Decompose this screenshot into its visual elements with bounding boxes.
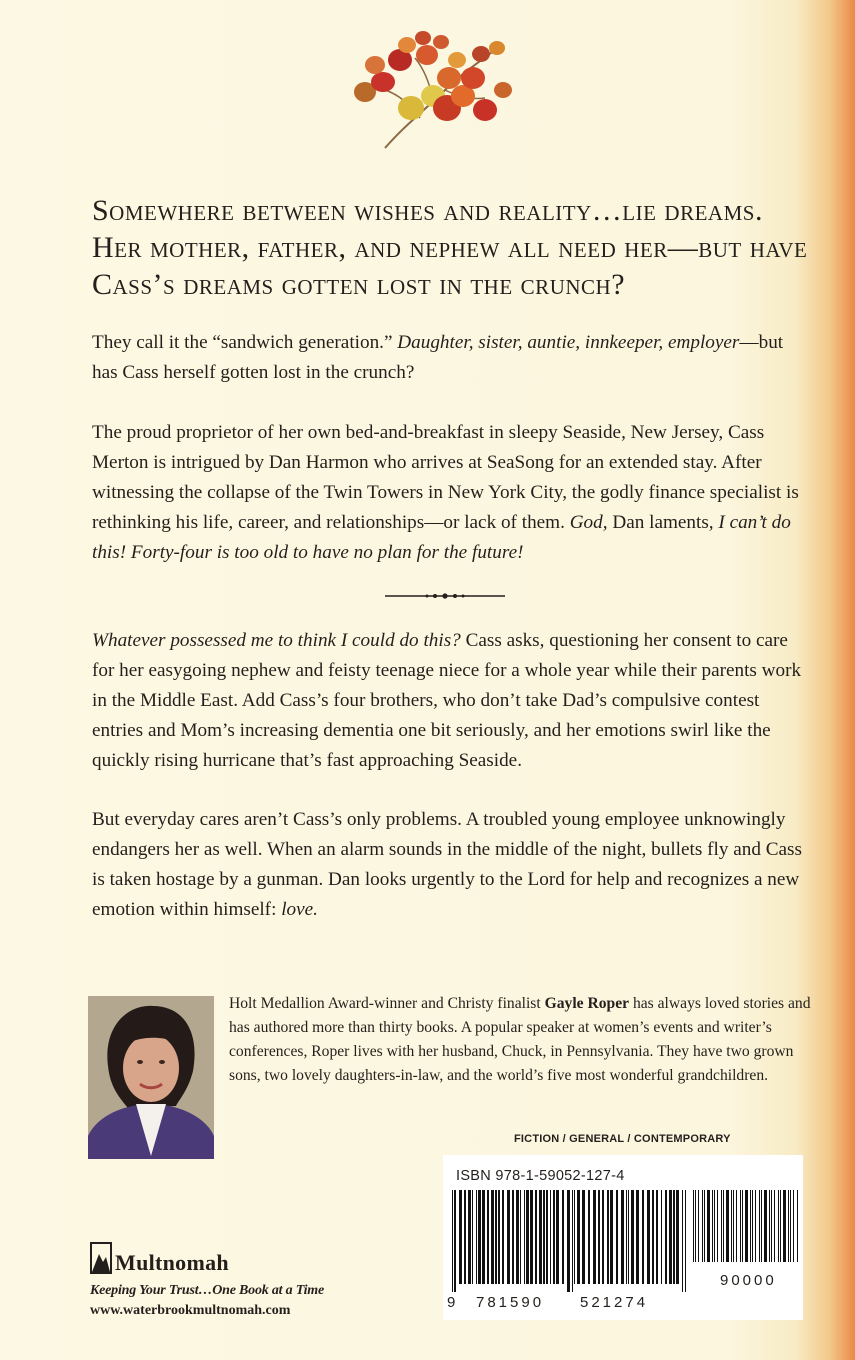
barcode-bar [636, 1190, 639, 1284]
description-paragraph-4 [92, 805, 802, 925]
p1-text-a: They call it the “sandwich generation.” [92, 332, 398, 353]
barcode-bar [790, 1190, 791, 1262]
publisher-name: Multnomah [115, 1250, 229, 1275]
barcode-bar [750, 1190, 751, 1262]
barcode-bar [498, 1190, 500, 1284]
barcode-bar [512, 1190, 514, 1284]
barcode-bar [616, 1190, 618, 1284]
barcode-bar [669, 1190, 672, 1284]
barcode-bar [774, 1190, 775, 1262]
barcode-bar [502, 1190, 504, 1284]
barcode-bar [642, 1190, 644, 1284]
barcode-bar [577, 1190, 580, 1284]
barcode-bar [543, 1190, 545, 1284]
barcode-bar [733, 1190, 734, 1262]
barcode-bar [550, 1190, 551, 1284]
p1-roles: Daughter, sister, auntie, innkeeper, employer [397, 332, 740, 353]
barcode-lead-digit: 9 [447, 1294, 456, 1311]
isbn-barcode [452, 1190, 686, 1292]
ornamental-divider [385, 588, 505, 604]
barcode-bar [593, 1190, 596, 1284]
barcode-bar [476, 1190, 477, 1284]
barcode-bar [676, 1190, 679, 1284]
p1-text-c: —but has Cass herself gotten lost in the crunch? [92, 332, 784, 383]
barcode-bar [778, 1190, 779, 1262]
barcode-bar [740, 1190, 741, 1262]
p4-love: love. [281, 899, 318, 920]
barcode-bar [539, 1190, 542, 1284]
barcode-bar [602, 1190, 604, 1284]
barcode-bar [656, 1190, 658, 1284]
publisher-tagline: Keeping Your Trust…One Book at a Time [90, 1283, 324, 1298]
barcode-bar [582, 1190, 585, 1284]
barcode-bar [698, 1190, 699, 1262]
cover-headline: Somewhere between wishes and reality…lie dreams. Her mother, father, and nephew all need her—but have Cass’s dreams gotten lost in the crunch? [92, 194, 808, 301]
addon-digits: 90000 [720, 1272, 777, 1289]
barcode-bar [607, 1190, 609, 1284]
barcode-bar [507, 1190, 510, 1284]
barcode-bar [598, 1190, 600, 1284]
p2-god: God, [569, 512, 608, 533]
bio-before: Holt Medallion Award-winner and Christy finalist [229, 995, 545, 1012]
p2-text-a: The proud proprietor of her own bed-and-breakfast in sleepy Seaside, New Jersey, Cass Merton is intrigued by Dan Harmon who arrives at SeaSong for an extended stay. After witnessing the collapse of the Twin Towers in New York City, the godly finance specialist is rethinking his life, career, and relationships—or lack of them. [92, 422, 799, 533]
barcode-bar [652, 1190, 654, 1284]
barcode-bar [665, 1190, 667, 1284]
barcode-bar [707, 1190, 710, 1262]
bio-after: has always loved stories and has authored more than thirty books. A popular speaker at women’s events and writer’s conferences, Roper lives with her husband, Chuck, in Pennsylvania. They have two grown sons, two lovely daughters-in-law, and the world’s five most wonderful grandchildren. [229, 995, 811, 1084]
p3-quote: Whatever possessed me to think I could do this? [92, 630, 461, 651]
barcode-bar [797, 1190, 798, 1262]
barcode-bar [771, 1190, 772, 1262]
barcode-bar [621, 1190, 624, 1284]
author-bio [229, 992, 819, 1088]
barcode-left-digits: 781590 [476, 1294, 545, 1311]
barcode-bar [520, 1190, 521, 1284]
barcode-bar [693, 1190, 694, 1262]
isbn-label: ISBN 978-1-59052-127-4 [456, 1168, 625, 1184]
barcode-bar [712, 1190, 713, 1262]
barcode-bar [788, 1190, 789, 1262]
barcode-bar [783, 1190, 786, 1262]
barcode-bar [626, 1190, 627, 1284]
barcode-bar [562, 1190, 564, 1284]
barcode-bar [516, 1190, 519, 1284]
barcode-bar [491, 1190, 494, 1284]
barcode-bar [764, 1190, 767, 1262]
barcode-bar [769, 1190, 770, 1262]
barcode-bar [673, 1190, 675, 1284]
barcode-bar [752, 1190, 753, 1262]
genre-category: FICTION / GENERAL / CONTEMPORARY [514, 1133, 731, 1145]
barcode-bar [468, 1190, 471, 1284]
description-paragraph-2 [92, 418, 802, 568]
barcode-bar [685, 1190, 686, 1292]
barcode-bar [723, 1190, 724, 1262]
barcode-bar [721, 1190, 722, 1262]
barcode-bar [487, 1190, 489, 1284]
barcode-bar [793, 1190, 794, 1262]
barcode-bar [472, 1190, 473, 1284]
barcode-bar [726, 1190, 729, 1262]
barcode-bar [736, 1190, 737, 1262]
barcode-bar [535, 1190, 537, 1284]
barcode-bar [478, 1190, 481, 1284]
barcode-bar [452, 1190, 453, 1292]
author-portrait-illustration [88, 996, 214, 1159]
description-paragraph-3 [92, 626, 802, 776]
barcode-bar [530, 1190, 533, 1284]
barcode-bar [717, 1190, 718, 1262]
barcode-bar [524, 1190, 525, 1284]
barcode-bar [714, 1190, 715, 1262]
barcode-bar [731, 1190, 732, 1262]
barcode-bar [647, 1190, 650, 1284]
barcode-bar [682, 1190, 683, 1292]
barcode-bar [742, 1190, 743, 1262]
barcode-bar [610, 1190, 613, 1284]
p3-text-b: Cass asks, questioning her consent to care for her easygoing nephew and feisty teenage niece for a whole year while their parents work in the Middle East. Add Cass’s four brothers, who don’t take Dad’s compulsive contest entries and Mom’s increasing dementia one bit seriously, and her emotions swirl like the quickly rising hurricane that’s fast approaching Seaside. [92, 630, 802, 771]
barcode-bar [482, 1190, 485, 1284]
barcode-bar [755, 1190, 756, 1262]
barcode-bar [546, 1190, 548, 1284]
mountain-logo-icon [90, 1242, 112, 1274]
p4-text-a: But everyday cares aren’t Cass’s only problems. A troubled young employee unknowingly endangers her as well. When an alarm sounds in the middle of the night, bullets fly and Cass is taken hostage by a gunman. Dan looks urgently to the Lord for help and recognizes a new emotion within himself: [92, 809, 802, 920]
price-addon-barcode [693, 1190, 799, 1270]
barcode-bar [628, 1190, 629, 1284]
autumn-leaves-illustration [345, 20, 525, 160]
barcode-bar [761, 1190, 762, 1262]
barcode-bar [759, 1190, 760, 1262]
p2-quote: , I can’t do this! Forty-four is too old to have no plan for the future! [92, 512, 791, 563]
barcode-bar [556, 1190, 559, 1284]
barcode-bar [454, 1190, 456, 1292]
barcode-bar [495, 1190, 497, 1284]
barcode-bar [704, 1190, 705, 1262]
barcode-bar [661, 1190, 662, 1284]
publisher-website: www.waterbrookmultnomah.com [90, 1303, 291, 1318]
barcode-bar [695, 1190, 696, 1262]
barcode-bar [631, 1190, 634, 1284]
barcode-bar [745, 1190, 748, 1262]
barcode-bar [567, 1190, 570, 1292]
barcode-bar [459, 1190, 462, 1284]
author-name: Gayle Roper [544, 995, 630, 1012]
barcode-bar [526, 1190, 529, 1284]
description-paragraph-1 [92, 328, 802, 388]
p2-laments: Dan laments [607, 512, 709, 533]
barcode-bar [572, 1190, 573, 1292]
barcode-bar [464, 1190, 466, 1284]
barcode-bar [702, 1190, 703, 1262]
barcode-bar [780, 1190, 781, 1262]
barcode-bar [574, 1190, 575, 1284]
barcode-right-digits: 521274 [580, 1294, 649, 1311]
barcode-bar [588, 1190, 590, 1284]
barcode-bar [553, 1190, 555, 1284]
author-photo [88, 996, 214, 1159]
